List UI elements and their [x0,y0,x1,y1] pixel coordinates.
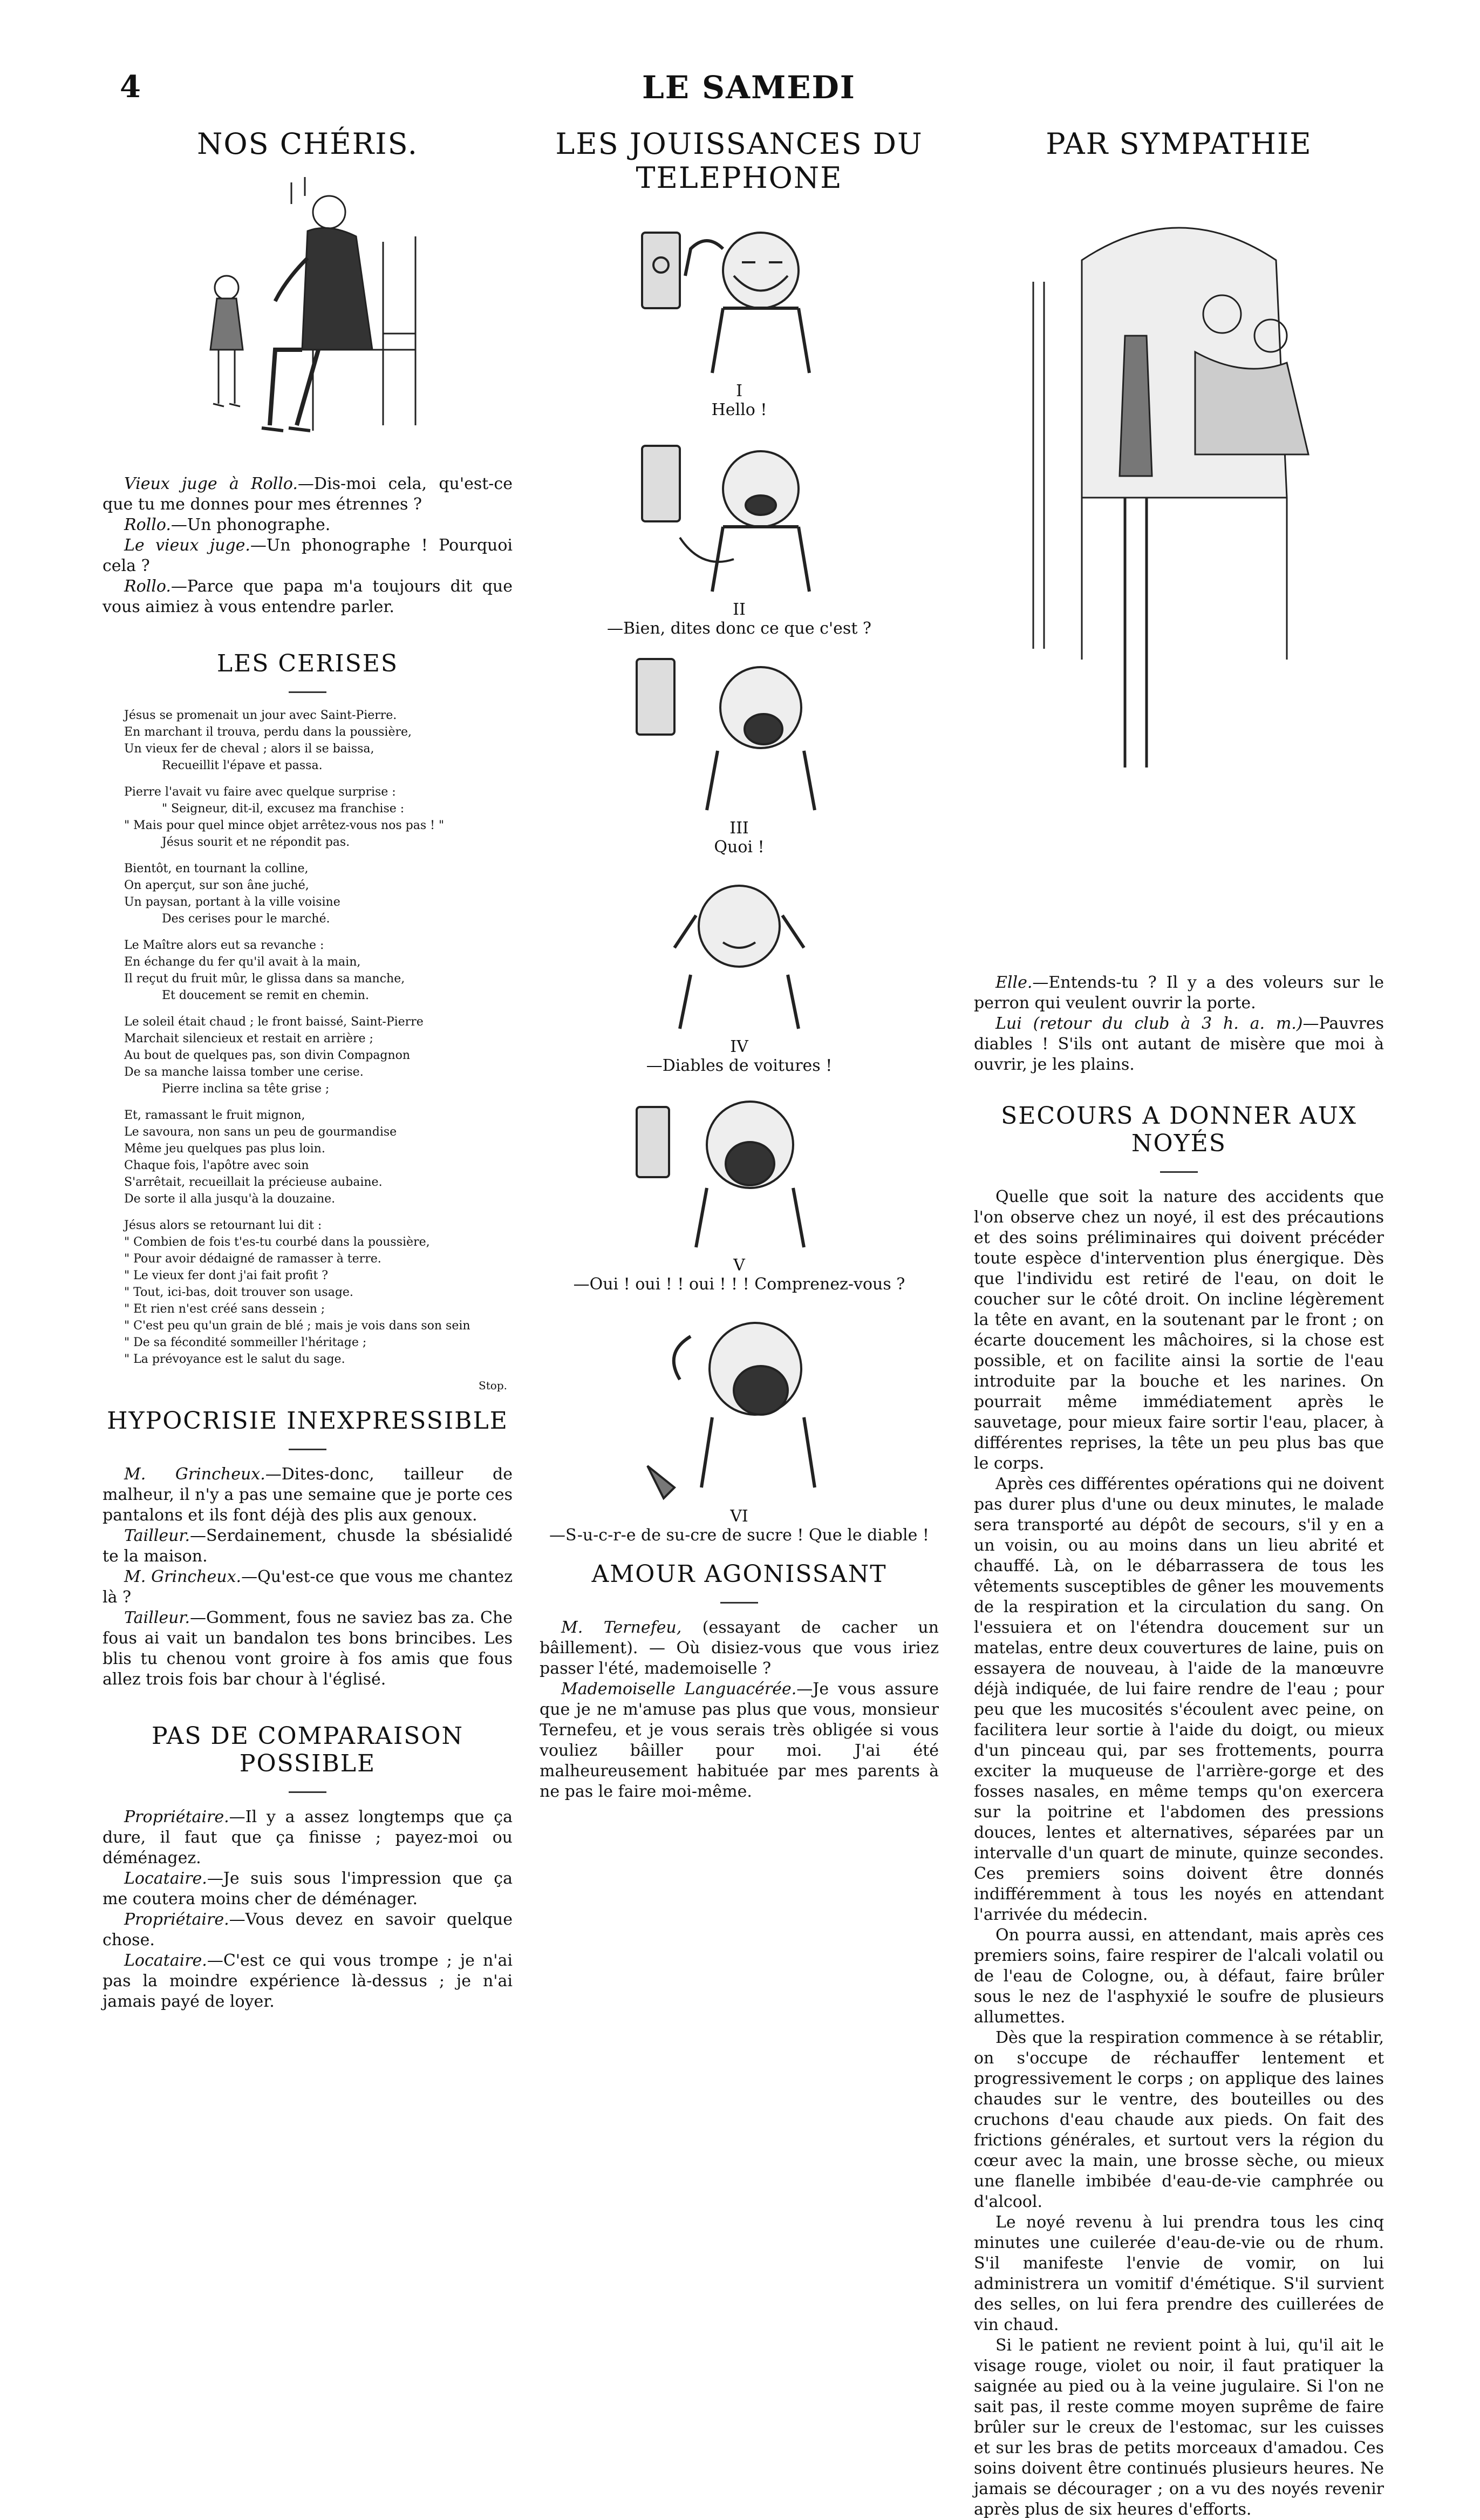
telephone-panel [540,1085,939,1294]
panel-numeral: III [729,819,749,838]
panel-numeral: V [733,1256,745,1275]
poem-stanza: Jésus alors se retournant lui dit : " Combien de fois t'es-tu courbé dans la poussière, " Pour avoir dédaigné de ramasser à terre. " Le vieux fer dont j'ai fait profit ? " Tout, ici-bas, doit trouver son usage. " Et rien n'est créé sans dessein ; " C'est peu qu'un grain de blé ; mais je vois dans son sein " De sa fécondité sommeiller l'héritage ; " La prévoyance est le salut du sage. [124,1219,470,1366]
telephone-panel [540,648,939,857]
telephone-panel [540,430,939,639]
telephone-caricature-illustration [626,648,852,816]
cerises-title: LES CERISES [216,650,399,677]
section-divider [720,1602,758,1604]
panel-caption: Quoi ! [714,838,765,857]
journal-title: LE SAMEDI [642,69,856,106]
comparaison-dialogue: Propriétaire.—Il y a assez longtemps que ça dure, il faut que ça finisse ; payez-moi ou déménagez. Locataire.—Je suis sous l'impression que ça me coutera moins cher de déménager. Propriétaire.—Vous devez en savoir quelque chose. Locataire.—C'est ce qui vous trompe ; je n'ai pas la moindre expérience là-dessus ; je n'ai jamais payé de loyer. [103,1808,513,2011]
article-paragraph: Le noyé revenu à lui prendra tous les cinq minutes une cuilerée d'eau-de-vie ou de rhum. S'il manifeste l'envie de vomir, on lui administrera un vomitif d'émétique. S'il survient des selles, on lui fera prendre des cuillerées de vin chaud. [974,2213,1384,2334]
article-paragraph: Après ces différentes opérations qui ne doivent pas durer plus d'une ou deux minutes, le malade sera transporté au dépôt de secours, s'il y en a un voisin, ou au moins dans un lieu abrité et chauffé. Là, on le débarrassera de tous les vêtements susceptibles de gêner les mouvements de la respiration et la circulation du sang. On l'essuiera et on l'étendra doucement sur un matelas, entre deux couvertures de laine, puis on essayera de nouveau, à l'aide de la manœuvre déjà indiquée, de lui faire rendre de l'eau ; pour peu que les mucosités s'écoulent avec peine, on facilitera leur sortie à l'aide du doigt, ou mieux d'un pinceau qui, par ses frottements, pourra exciter la muqueuse de l'arrière-gorge et des fosses nasales, en même temps qu'on exercera sur la poitrine et l'abdomen des pressions douces, lentes et alternatives, séparées par un intervalle d'un quart de minute, quinze secondes. Ces premiers soins doivent être donnés indifféremment à tous les noyés en attendant l'arrivée du médecin. [974,1475,1384,1924]
page-number: 4 [120,69,141,105]
middle-column [540,127,939,1802]
article-paragraph: Quelle que soit la nature des accidents que l'on observe chez un noyé, il est des précautions et des soins préliminaires qui doivent précéder toute espèce d'intervention plus énergique. Dès que l'individu est retiré de l'eau, on doit le coucher sur le côté droit. On incline légèrement la tête en avant, en la soutenant par le front ; on écarte doucement les mâchoires, si la chose est possible, et on facilite ainsi la sortie de l'eau introduite par la bouche et les narines. On pourrait même immédiatement après le sauvetage, pour mieux faire sortir l'eau, placer, à différentes reprises, la tête un peu plus bas que le corps. [974,1187,1384,1473]
nos-cheris-dialogue: Vieux juge à Rollo.—Dis-moi cela, qu'est-ce que tu me donnes pour mes étrennes ? Rollo.—Un phonographe. Le vieux juge.—Un phonographe ! Pourquoi cela ? Rollo.—Parce que papa m'a toujours dit que vous aimiez à vous entendre parler. [103,474,513,616]
sympathie-dialogue: Elle.—Entends-tu ? Il y a des voleurs sur le perron qui veulent ouvrir la porte. Lui (retour du club à 3 h. a. m.)—Pauvres diables ! S'ils ont autant de misère que moi à ouvrir, je les plains. [974,973,1384,1074]
section-divider [289,691,326,693]
article-paragraph: Si le patient ne revient point à lui, qu'il ait le visage rouge, violet ou noir, il faut pratiquer la saignée au pied ou à la veine jugulaire. Si l'on ne sait pas, il reste comme moyen suprême de faire brûler sur le creux de l'estomac, sur les cuisses et sur les bras de petits morceaux d'amadou. Ces soins doivent être continués plusieurs heures. Ne jamais se décourager ; on a vu des noyés revenir après plus de six heures d'efforts. [974,2336,1384,2519]
panel-caption: —S-u-c-r-e de su-cre de sucre ! Que le diable ! [549,1526,929,1545]
poem-stanza: Le soleil était chaud ; le front baissé, Saint-Pierre Marchait silencieux et restait en arrière ; Au bout de quelques pas, son divin Compagnon De sa manche laissa tomber une cerise. Pierre inclina sa tête grise ; [124,1015,424,1096]
telephone-caricature-illustration [626,430,852,597]
left-column [103,127,513,2012]
bedroom-scene-illustration [1017,174,1341,967]
amour-title: AMOUR AGONISSANT [591,1560,887,1588]
sympathie-title: PAR SYMPATHIE [1046,127,1312,161]
poem-signature: Stop. [479,1379,507,1392]
telephone-caricature-illustration [626,867,852,1034]
amour-dialogue: M. Ternefeu, (essayant de cacher un bâillement). — Où disiez-vous que vous iriez passer l'été, mademoiselle ? Mademoiselle Languacérée.—Je vous assure que je ne m'amuse pas plus que vous, monsieur Ternefeu, et je vous serais très obligée si vous vouliez bâiller pour moi. J'ai été malheureusement habituée par mes parents à ne pas le faire moi-même. [540,1618,939,1801]
telephone-panel [540,867,939,1076]
panel-caption: —Oui ! oui ! ! oui ! ! ! Comprenez-vous ? [573,1275,905,1294]
comparaison-title: PAS DE COMPARAISON POSSIBLE [152,1722,463,1777]
cerises-poem [103,707,513,1394]
section-divider [289,1449,326,1450]
panel-numeral: I [736,382,742,400]
panel-caption: Hello ! [711,400,767,419]
article-paragraph: Dès que la respiration commence à se rétablir, on s'occupe de réchauffer lentement et progressivement le corps ; on applique des laines chaudes sur le ventre, des bouteilles ou des cruchons d'eau chaude aux pieds. On fait des frictions générales, et surtout vers la région du cœur avec la main, une brosse sèche, ou mieux une flanelle imbibée d'eau-de-vie camphrée ou d'alcool. [974,2028,1384,2211]
article-paragraph: On pourra aussi, en attendant, mais après ces premiers soins, faire respirer de l'alcali volatil ou de l'eau de Cologne, ou, à défaut, faire brûler sous le nez de l'asphyxié le soufre de plusieurs allumettes. [974,1926,1384,2027]
judge-and-child-illustration [167,172,448,463]
poem-stanza: Le Maître alors eut sa revanche : En échange du fer qu'il avait à la main, Il reçut du fruit mûr, le glissa dans sa manche, Et doucement se remit en chemin. [124,939,405,1002]
telephone-caricature-illustration [626,1085,852,1253]
panel-numeral: IV [730,1037,748,1056]
poem-stanza: Pierre l'avait vu faire avec quelque surprise : " Seigneur, dit-il, excusez ma franchise : " Mais pour quel mince objet arrêtez-vous nos pas ! " Jésus sourit et ne répondit pas. [124,785,445,849]
telephone-title: LES JOUISSANCES DU TELEPHONE [555,127,923,195]
panel-caption: —Diables de voitures ! [646,1056,833,1075]
panel-numeral: II [733,600,746,619]
secours-title: SECOURS A DONNER AUX NOYÉS [1001,1102,1357,1157]
secours-article [974,1187,1384,2520]
panel-numeral: VI [730,1507,748,1526]
section-divider [289,1791,326,1793]
panel-caption: —Bien, dites donc ce que c'est ? [606,619,872,638]
poem-stanza: Bientôt, en tournant la colline, On aperçut, sur son âne juché, Un paysan, portant à la ville voisine Des cerises pour le marché. [124,862,340,926]
telephone-caricature-illustration [626,1304,852,1504]
hypocrisie-title: HYPOCRISIE INEXPRESSIBLE [107,1407,508,1435]
section-divider [1160,1171,1198,1173]
telephone-caricature-illustration [626,211,852,378]
hypocrisie-dialogue: M. Grincheux.—Dites-donc, tailleur de malheur, il n'y a pas une semaine que je porte ces pantalons et ils font déjà des plis aux genoux. Tailleur.—Serdainement, chusde la sbésialidé te la maison. M. Grincheux.—Qu'est-ce que vous me chantez là ? Tailleur.—Gomment, fous ne saviez bas za. Che fous ai vait un bandalon tes bons brincibes. Les blis tu chenou vont groire à fos amis que fous allez trois fois bar chour à l'églisé. [103,1465,513,1689]
poem-stanza: Jésus se promenait un jour avec Saint-Pierre. En marchant il trouva, perdu dans la poussière, Un vieux fer de cheval ; alors il se baissa, Recueillit l'épave et passa. [124,709,412,772]
telephone-panel [540,211,939,420]
poem-stanza: Et, ramassant le fruit mignon, Le savoura, non sans un peu de gourmandise Même jeu quelques pas plus loin. Chaque fois, l'apôtre avec soin S'arrêtait, recueillait la précieuse aubaine. De sorte il alla jusqu'à la douzaine. [124,1109,397,1206]
right-column [974,127,1384,2520]
nos-cheris-title: NOS CHÉRIS. [197,127,418,161]
telephone-panel [540,1304,939,1545]
